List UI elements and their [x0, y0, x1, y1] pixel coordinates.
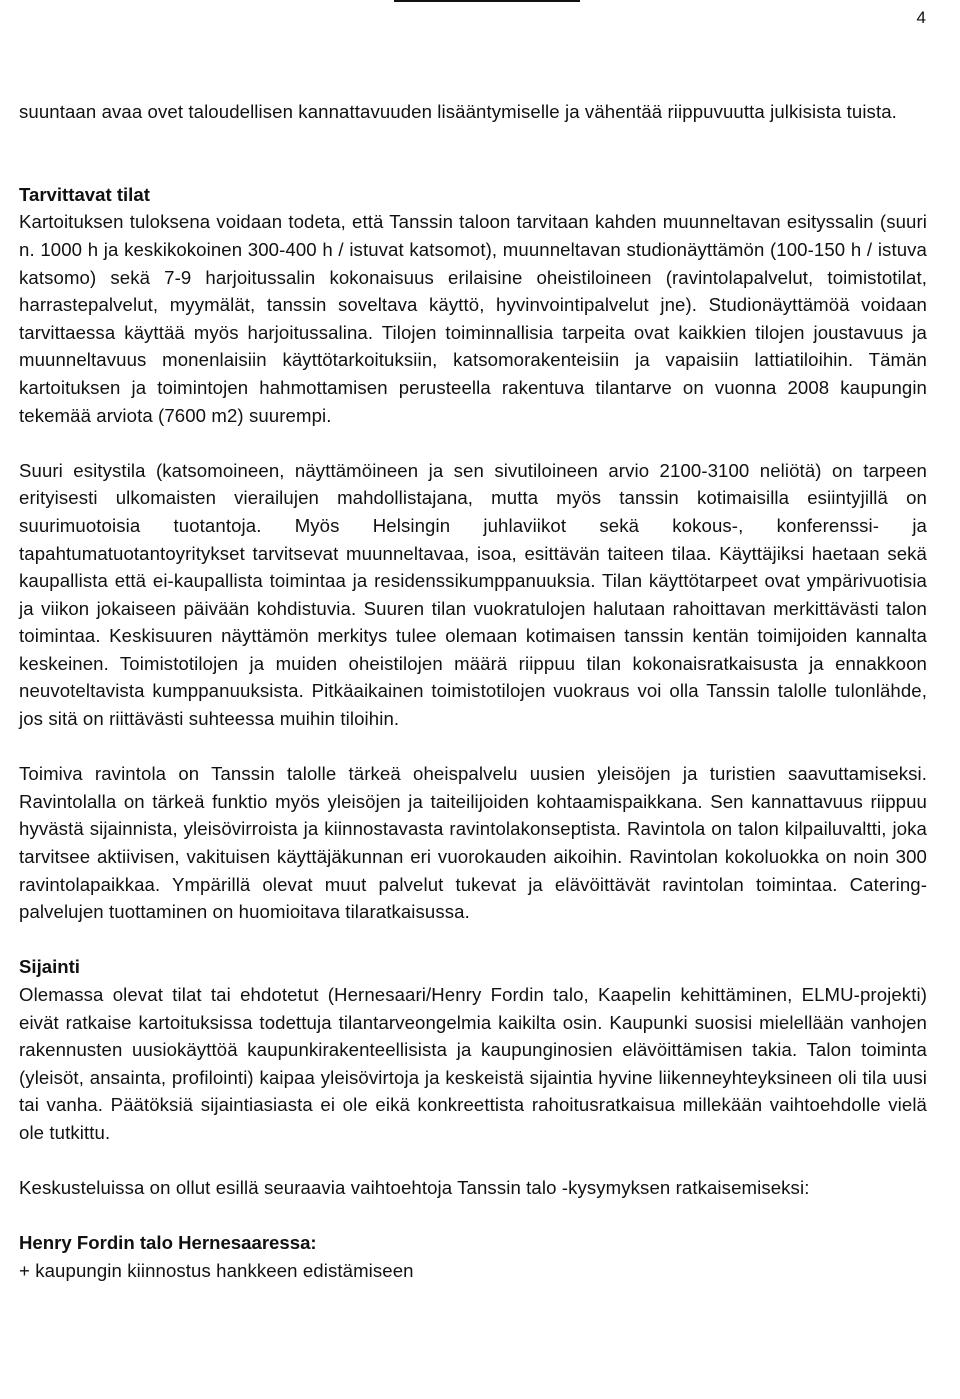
tilat-paragraph-1: Kartoituksen tuloksena voidaan todeta, että Tanssin taloon tarvitaan kahden muunneltavan esityssalin (suuri n. 1000 h ja keskikokoinen 300-400 h / istuvat katsomot), muunneltavan studionäyttämön (100-150 h / istuva katsomo) sekä 7-9 harjoitussalin kokonaisuus erilaisine oheistiloineen (ravintolapalvelut, toimistotilat, harrastepalvelut, myymälät, tanssin soveltava käyttö, hyvinvointipalvelut jne). Studionäyttämöä voidaan tarvittaessa käyttää myös harjoitussalina. Tilojen toiminnallisia tarpeita ovat kaikkien tilojen joustavuus ja muunneltavuus monenlaisiin käyttötarkoituksiin, katsomorakenteisiin ja vapaisiin lattiatiloihin. Tämän kartoituksen ja toimintojen hahmottamisen perusteella rakentuva tilantarve on vuonna 2008 kaupungin tekemää arviota (7600 m2) suurempi. — [19, 211, 927, 426]
heading-henry-fordin-talo: Henry Fordin talo Hernesaaressa: — [19, 1232, 317, 1254]
spacer — [19, 1202, 927, 1230]
heading-sijainti: Sijainti — [19, 956, 80, 978]
list-item-pro: + kaupungin kiinnostus hankkeen edistämiseen — [19, 1259, 414, 1281]
spacer — [19, 926, 927, 954]
spacer — [19, 1147, 927, 1175]
intro-paragraph: suuntaan avaa ovet taloudellisen kannattavuuden lisääntymiselle ja vähentää riippuvuutta julkisista tuista. — [19, 101, 897, 122]
sijainti-paragraph: Olemassa olevat tilat tai ehdotetut (Hernesaari/Henry Fordin talo, Kaapelin kehittäminen, ELMU-projekti) eivät ratkaise kartoituksissa todettuja tilantarveongelmia kaikilta osin. Kaupunki suosisi mielellään vanhojen rakennusten uusiokäyttöä kaupunkirakenteellisista ja kaupunginosien elävöittämisen takia. Talon toiminta (yleisöt, ansainta, profilointi) kaipaa yleisövirtoja ja keskeistä sijaintia hyvine liikenneyhteyksineen oli tila uusi tai vanha. Päätöksiä sijaintiasiasta ei ole eikä konkreettista rahoitusratkaisua millekään vaihtoehdolle vielä ole tutkittu. — [19, 984, 927, 1143]
spacer — [19, 429, 927, 457]
spacer — [19, 153, 927, 181]
spacer — [19, 733, 927, 761]
spacer — [19, 126, 927, 154]
vaihtoehdot-paragraph: Keskusteluissa on ollut esillä seuraavia vaihtoehtoja Tanssin talo -kysymyksen ratkaisemiseksi: — [19, 1177, 810, 1199]
top-rule — [394, 0, 580, 2]
ravintola-paragraph: Toimiva ravintola on Tanssin talolle tärkeä oheispalvelu uusien yleisöjen ja turistien saavuttamiseksi. Ravintolalla on tärkeä funktio myös yleisöjen ja taiteilijoiden kohtaamispaikkana. Sen kannattavuus riippuu hyvästä sijainnista, yleisövirroista ja kiinnostavasta ravintolakonseptista. Ravintola on talon kilpailuvaltti, joka tarvitsee aktiivisen, vakituisen käyttäjäkunnan eri vuorokauden aikoihin. Ravintolan kokoluokka on noin 300 ravintolapaikkaa. Ympärillä olevat muut palvelut tukevat ja elävöittävät ravintolan toimintaa. Catering-palvelujen tuottaminen on huomioitava tilaratkaisussa. — [19, 763, 927, 923]
document-body — [19, 98, 927, 1285]
page-number: 4 — [916, 8, 926, 27]
tilat-paragraph-2: Suuri esitystila (katsomoineen, näyttämöineen ja sen sivutiloineen arvio 2100-3100 neliötä) on tarpeen erityisesti ulkomaisten vierailujen mahdollistajana, mutta myös tanssin kotimaisilla esiintyjillä on suurimuotoisia tuotantoja. Myös Helsingin juhlaviikot sekä kokous-, konferenssi- ja tapahtumatuotantoyritykset tarvitsevat muunneltavaa, isoa, esittävän taiteen tilaa. Käyttäjiksi haetaan sekä kaupallista että ei-kaupallista toimintaa ja residenssikumppanuuksia. Tilan käyttötarpeet ovat ympärivuotisia ja viikon jokaiseen päivään kohdistuvia. Suuren tilan vuokratulojen halutaan rahoittavan merkittävästi talon toimintaa. Keskisuuren näyttämön merkitys tulee olemaan kotimaisen tanssin kentän toimijoiden kannalta keskeinen. Toimistotilojen ja muiden oheistilojen määrä riippuu tilan kokonaisratkaisusta ja ennakkoon neuvoteltavista kumppanuuksista. Pitkäaikainen toimistotilojen vuokraus voi olla Tanssin talolle tulonlähde, jos sitä on riittävästi suhteessa muihin tiloihin. — [19, 459, 927, 730]
heading-tarvittavat-tilat: Tarvittavat tilat — [19, 183, 150, 205]
